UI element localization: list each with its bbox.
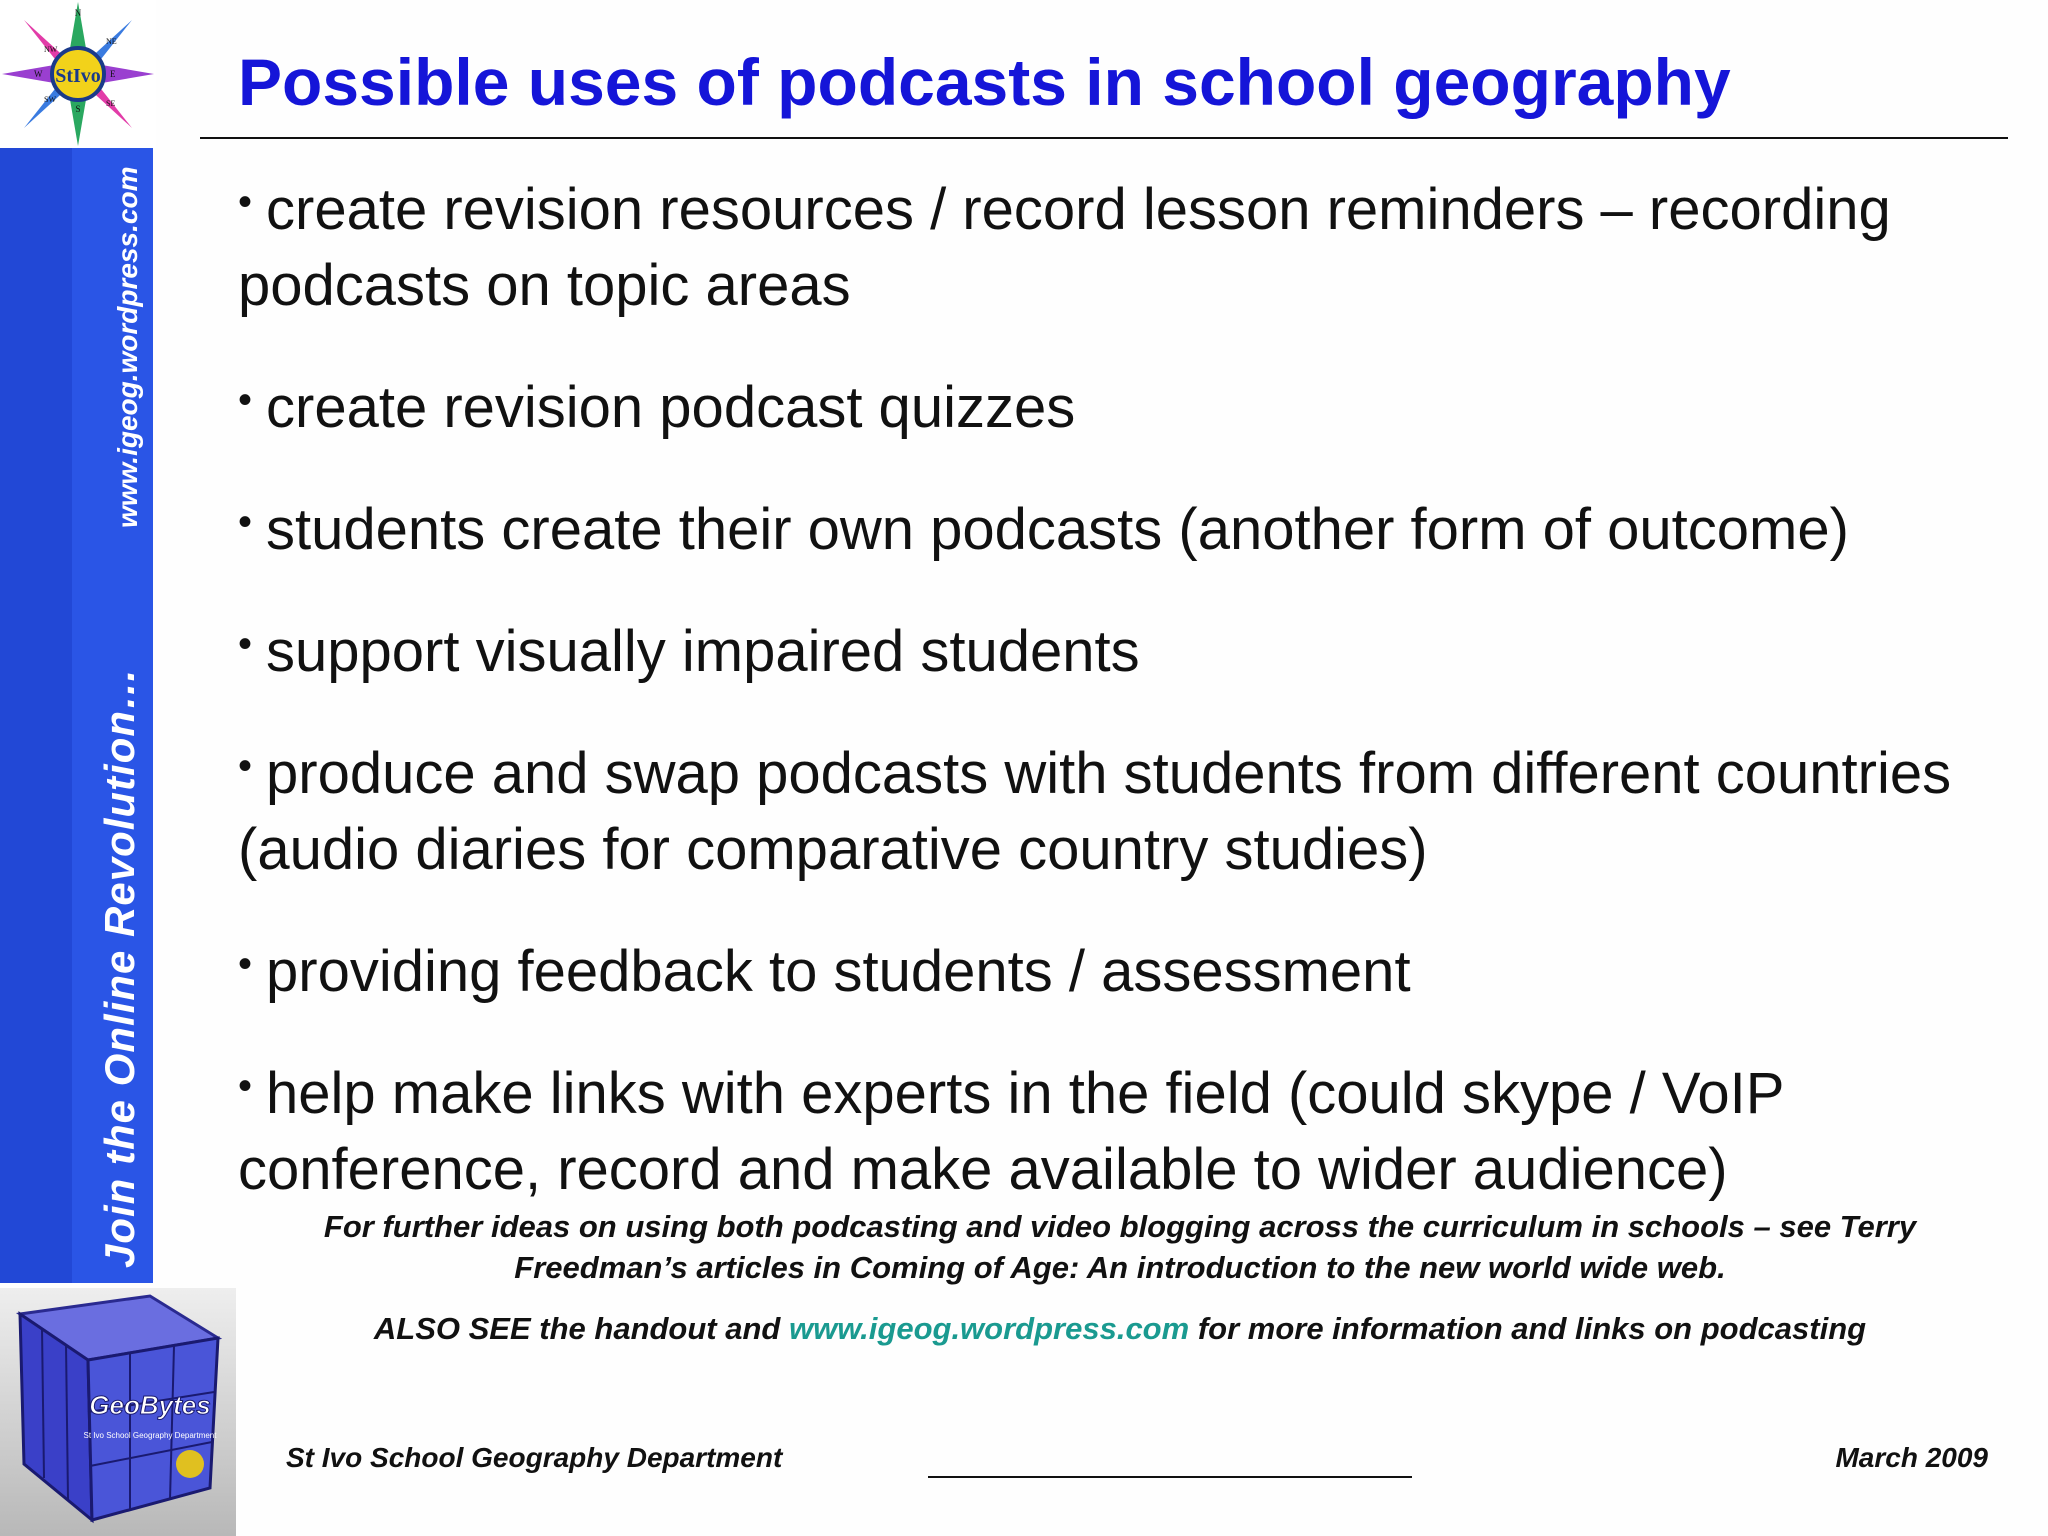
svg-text:W: W: [34, 69, 43, 79]
cube-logo-text: GeoBytes: [89, 1390, 211, 1420]
cube-logo-subtext: St Ivo School Geography Department: [83, 1431, 217, 1440]
list-item: • create revision podcast quizzes: [238, 375, 1076, 440]
bullet-list: [238, 164, 2038, 1246]
compass-center-text: StIvo: [55, 65, 101, 87]
footer-date: March 2009: [1835, 1442, 1988, 1473]
title-divider: [200, 137, 2008, 139]
slide-title: Possible uses of podcasts in school geography: [238, 45, 1731, 119]
footer-department: St Ivo School Geography Department: [286, 1442, 783, 1473]
sidebar-tagline: Join the Online Revolution…: [96, 666, 143, 1268]
bullet-icon: •: [238, 744, 253, 788]
list-item: • providing feedback to students / assessment: [238, 939, 1411, 1004]
svg-text:N: N: [74, 8, 82, 18]
svg-text:E: E: [110, 69, 116, 79]
list-item: • support visually impaired students: [238, 619, 1140, 684]
also-see-note: ALSO SEE the handout and www.igeog.wordpress.com for more information and links on podcasting: [373, 1311, 1867, 1346]
sidebar-url: www.igeog.wordpress.com: [112, 166, 143, 528]
bullet-icon: •: [238, 942, 253, 986]
sidebar-stripe: [0, 148, 72, 1283]
list-item: • create revision resources / record lesson reminders – recording podcasts on topic areas: [238, 177, 1891, 318]
bullet-icon: •: [238, 1064, 253, 1108]
bullet-icon: •: [238, 500, 253, 544]
bullet-icon: •: [238, 180, 253, 224]
further-ideas-note: For further ideas on using both podcasting and video blogging across the curriculum in schools – see Terry Freedman’s articles in Coming of Age: An introduction to the new world wide web.: [323, 1209, 1917, 1285]
svg-text:SE: SE: [106, 99, 116, 108]
bullet-icon: •: [238, 378, 253, 422]
list-item: • help make links with experts in the field (could skype / VoIP conference, record and make available to wider audience): [238, 1061, 1784, 1202]
list-item: • produce and swap podcasts with students from different countries (audio diaries for comparative country studies): [238, 741, 1952, 882]
geobytes-cube-logo-icon: [0, 1288, 236, 1536]
svg-text:S: S: [75, 104, 81, 114]
svg-text:NE: NE: [106, 37, 117, 46]
svg-text:NW: NW: [44, 45, 58, 54]
footer-divider: [928, 1476, 1412, 1478]
svg-text:SW: SW: [44, 95, 56, 104]
bullet-icon: •: [238, 622, 253, 666]
igeog-link[interactable]: www.igeog.wordpress.com: [788, 1311, 1190, 1346]
list-item: • students create their own podcasts (another form of outcome): [238, 497, 1849, 562]
compass-rose-logo-icon: [0, 0, 156, 148]
